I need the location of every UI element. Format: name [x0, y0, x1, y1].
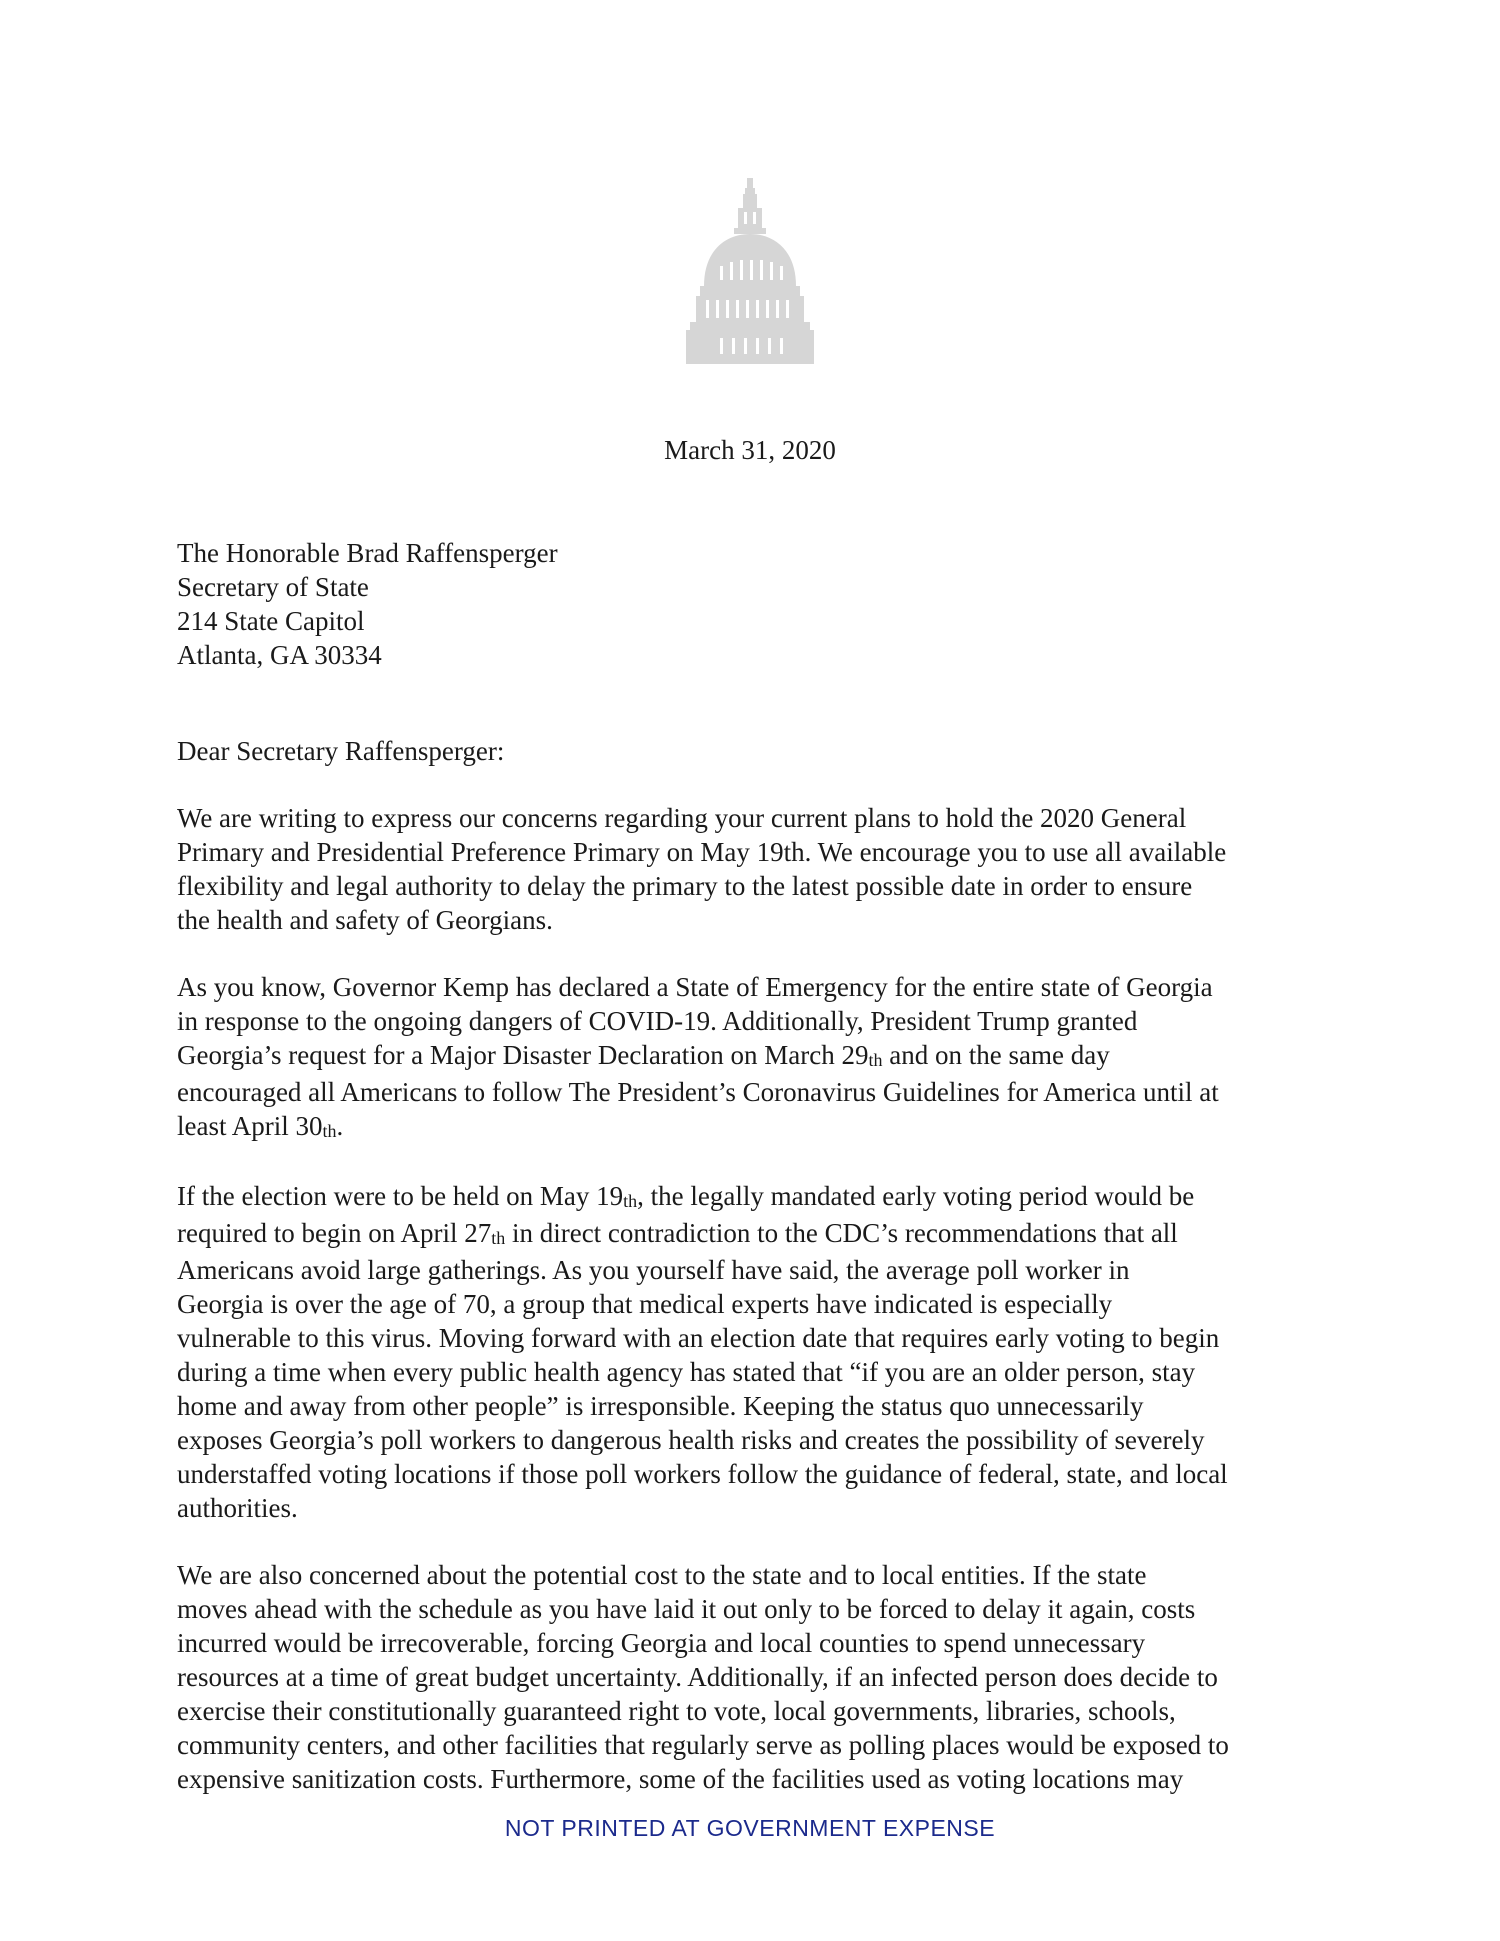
- paragraph-line: home and away from other people” is irresponsible. Keeping the status quo unnecessarily: [177, 1391, 1144, 1421]
- paragraph-line: community centers, and other facilities that regularly serve as polling places would be exposed to: [177, 1730, 1229, 1760]
- paragraph-line: As you know, Governor Kemp has declared a State of Emergency for the entire state of Georgia: [177, 972, 1213, 1002]
- salutation: Dear Secretary Raffensperger:: [177, 736, 505, 766]
- footer-disclaimer: NOT PRINTED AT GOVERNMENT EXPENSE: [504, 1815, 996, 1841]
- paragraph-line: during a time when every public health agency has stated that “if you are an older person, stay: [177, 1357, 1196, 1387]
- paragraph-line: in response to the ongoing dangers of COVID-19. Additionally, President Trump granted: [177, 1006, 1138, 1036]
- paragraph-line: required to begin on April 27th in direct contradiction to the CDC’s recommendations that all: [177, 1218, 1178, 1248]
- address-line: Atlanta, GA 30334: [177, 640, 382, 670]
- paragraph-line: expensive sanitization costs. Furthermore, some of the facilities used as voting locations may: [177, 1764, 1184, 1794]
- paragraph-line: understaffed voting locations if those poll workers follow the guidance of federal, state, and local: [177, 1459, 1228, 1489]
- address-line: Secretary of State: [177, 572, 369, 602]
- body-paragraph: [177, 801, 1337, 937]
- paragraph-line: incurred would be irrecoverable, forcing Georgia and local counties to spend unnecessary: [177, 1628, 1146, 1658]
- body-paragraph: [177, 1558, 1337, 1796]
- paragraph-line: exposes Georgia’s poll workers to dangerous health risks and creates the possibility of severely: [177, 1425, 1205, 1455]
- letter-date: March 31, 2020: [664, 435, 836, 465]
- paragraph-line: Georgia is over the age of 70, a group that medical experts have indicated is especially: [177, 1289, 1113, 1319]
- letter-body: [177, 801, 1337, 1796]
- body-paragraph: [177, 970, 1337, 1146]
- capitol-dome-icon: [680, 178, 820, 364]
- paragraph-line: least April 30th.: [177, 1111, 344, 1141]
- paragraph-line: Georgia’s request for a Major Disaster Declaration on March 29th and on the same day: [177, 1040, 1110, 1070]
- paragraph-line: flexibility and legal authority to delay the primary to the latest possible date in order to ensure: [177, 871, 1193, 901]
- paragraph-line: resources at a time of great budget uncertainty. Additionally, if an infected person does decide to: [177, 1662, 1218, 1692]
- paragraph-line: vulnerable to this virus. Moving forward with an election date that requires early voting to begin: [177, 1323, 1220, 1353]
- paragraph-line: We are writing to express our concerns regarding your current plans to hold the 2020 General: [177, 803, 1187, 833]
- address-line: The Honorable Brad Raffensperger: [177, 538, 558, 568]
- address-line: 214 State Capitol: [177, 606, 365, 636]
- paragraph-line: the health and safety of Georgians.: [177, 905, 553, 935]
- body-paragraph: [177, 1179, 1337, 1525]
- paragraph-line: encouraged all Americans to follow The President’s Coronavirus Guidelines for America until at: [177, 1077, 1219, 1107]
- recipient-address: [177, 536, 1337, 672]
- paragraph-line: We are also concerned about the potential cost to the state and to local entities. If the state: [177, 1560, 1147, 1590]
- paragraph-line: moves ahead with the schedule as you have laid it out only to be forced to delay it again, costs: [177, 1594, 1196, 1624]
- paragraph-line: If the election were to be held on May 19th, the legally mandated early voting period would be: [177, 1181, 1195, 1211]
- paragraph-line: authorities.: [177, 1493, 298, 1523]
- paragraph-line: exercise their constitutionally guaranteed right to vote, local governments, libraries, schools,: [177, 1696, 1176, 1726]
- paragraph-line: Americans avoid large gatherings. As you yourself have said, the average poll worker in: [177, 1255, 1130, 1285]
- paragraph-line: Primary and Presidential Preference Primary on May 19th. We encourage you to use all available: [177, 837, 1227, 867]
